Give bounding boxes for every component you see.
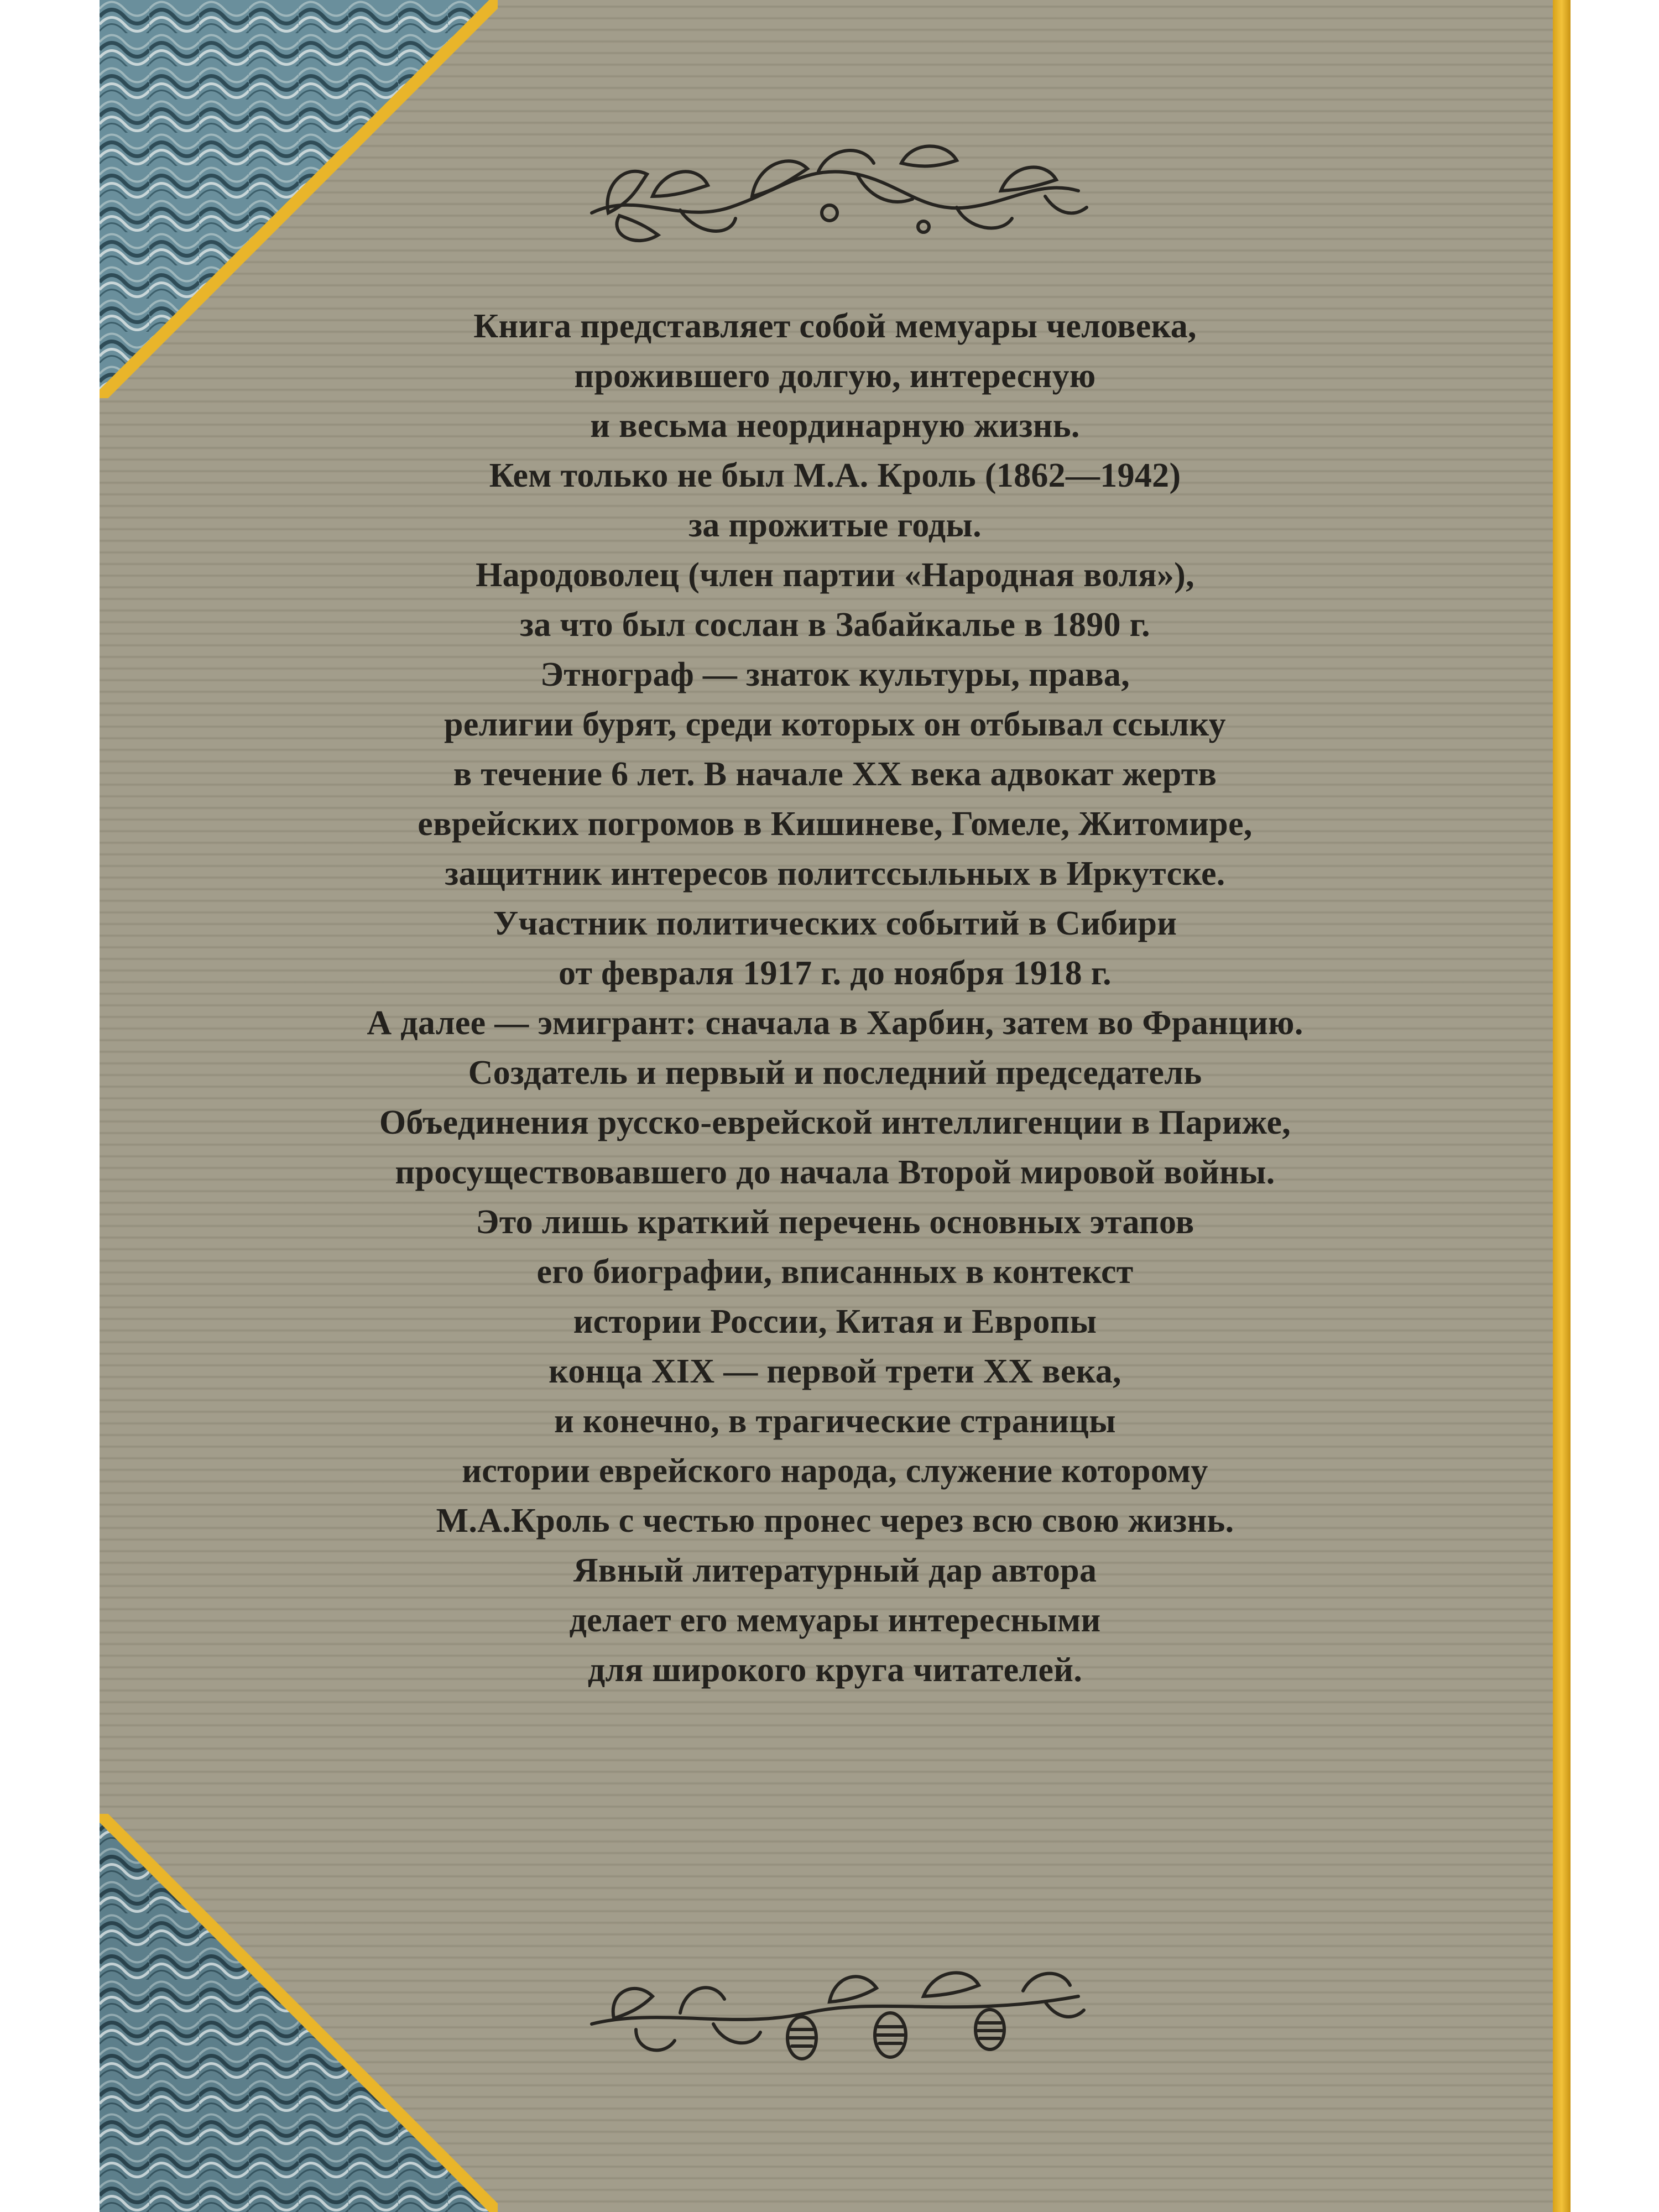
yellow-edge-band [1553, 0, 1571, 2212]
text-line: от февраля 1917 г. до ноября 1918 г. [559, 954, 1112, 992]
pine-cone-branch-icon [570, 1941, 1100, 2068]
text-line: Явный литературный дар автора [573, 1552, 1097, 1589]
text-line: А далее — эмигрант: сначала в Харбин, затем во Францию. [367, 1004, 1303, 1042]
text-line: за что был сослан в Забайкалье в 1890 г. [520, 606, 1150, 644]
text-line: за прожитые годы. [688, 507, 982, 544]
text-line: М.А.Кроль с честью пронес через всю свою жизнь. [436, 1502, 1234, 1540]
text-line: Объединения русско-еврейской интеллигенции в Париже, [379, 1104, 1291, 1141]
text-line: истории еврейского народа, служение которому [462, 1452, 1208, 1490]
text-line: его биографии, вписанных в контекст [536, 1253, 1134, 1291]
text-line: конца XIX — первой трети XX века, [549, 1353, 1121, 1390]
text-line: истории России, Китая и Европы [573, 1303, 1097, 1340]
text-line: делает его мемуары интересными [569, 1601, 1101, 1639]
cover-description [227, 301, 1443, 1695]
text-line: еврейских погромов в Кишиневе, Гомеле, Житомире, [418, 805, 1253, 843]
text-line: Это лишь краткий перечень основных этапов [476, 1203, 1194, 1241]
text-line: просуществовавшего до начала Второй мировой войны. [395, 1154, 1275, 1191]
book-back-cover [100, 0, 1571, 2212]
text-line: Кем только не был М.А. Кроль (1862—1942) [489, 457, 1181, 494]
text-line: защитник интересов политссыльных в Иркутске. [445, 855, 1225, 893]
floral-vignette-icon [570, 130, 1100, 257]
text-line: прожившего долгую, интересную [574, 357, 1096, 395]
text-line: Книга представляет собой мемуары человека, [473, 307, 1197, 345]
text-line: и конечно, в трагические страницы [554, 1402, 1116, 1440]
text-line: Создатель и первый и последний председатель [468, 1054, 1202, 1092]
text-line: Народоволец (член партии «Народная воля»), [476, 556, 1194, 594]
text-line: Участник политических событий в Сибири [493, 905, 1177, 942]
text-line: религии бурят, среди которых он отбывал ссылку [444, 706, 1226, 743]
text-line: и весьма неординарную жизнь. [590, 407, 1080, 445]
text-line: для широкого круга читателей. [587, 1651, 1083, 1689]
marbled-corner-bottom [100, 1814, 498, 2212]
text-line: в течение 6 лет. В начале XX века адвокат жертв [453, 755, 1217, 793]
text-line: Этнограф — знаток культуры, права, [540, 656, 1130, 693]
